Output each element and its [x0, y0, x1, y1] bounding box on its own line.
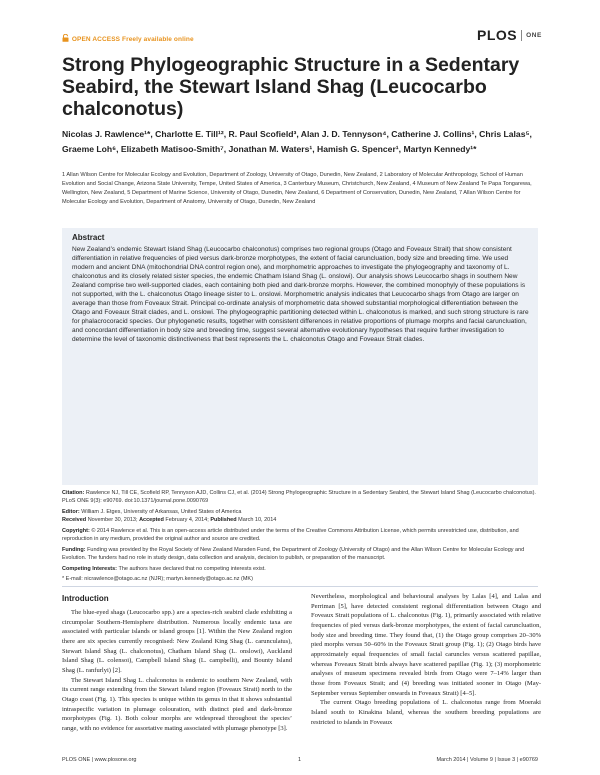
- received-label: Received: [62, 517, 87, 523]
- article-title: Strong Phylogeographic Structure in a Sedentary Seabird, the Stewart Island Shag (Leucocarbo chalconotus): [62, 54, 520, 120]
- accepted-label: Accepted: [139, 517, 164, 523]
- dates-line: [62, 516, 538, 524]
- abstract-text: New Zealand’s endemic Stewart Island Shag (Leucocarbo chalconotus) comprises two regional groups (Otago and Foveaux Strait) that show consistent differentiation in relative frequencies of pied versus dark-bronze morphotypes, the extent of facial caruncluation, body size and breeding time. We used modern and ancient DNA (mitochondrial DNA control region one), and morphometric approaches to investigate the phylogeography and taxonomy of L. chalconotus and its closely related sister species, the endemic Chatham Island Shag (L. onslowi). Our analysis shows Leucocarbo shags in southern New Zealand comprise two well-supported clades, each containing both pied and dark-bronze morphs. However, the combined monophyly of these populations is not supported, with the L. chalconotus Otago lineage sister to L. onslowi. Morphometric analysis indicates that Leucocarbo shags from Otago are larger on average than those from Foveaux Strait. Principal co-ordinate analysis of morphometric data showed substantial morphological differentiation between the Otago and Foveaux Strait clades, and L. onslowi. The phylogeographic partitioning detected within L. chalconotus is marked, and such strong structure is rare for phalacrocoracid species. Our phylogenetic results, together with consistent differences in relative proportions of plumage morphs and facial caruncluation, and concordant differentiation in body size and breeding time, suggest several alternative evolutionary hypotheses that require further investigation to determine the level of taxonomic distinctiveness that best represents the L. chalconotus Otago and Foveaux Strait clades.: [72, 246, 529, 344]
- abstract-heading: Abstract: [72, 233, 105, 242]
- body-column-left: [62, 608, 292, 734]
- accepted-date: February 4, 2014;: [165, 517, 209, 523]
- funding: [62, 546, 538, 562]
- logo-one: ONE: [526, 31, 542, 39]
- competing-text: The authors have declared that no competing interests exist.: [118, 566, 266, 572]
- published-date: March 10, 2014: [238, 517, 277, 523]
- body-column-right: [311, 592, 541, 727]
- freely-available-label: Freely available online: [122, 36, 194, 43]
- intro-paragraph-2: The Stewart Island Shag L. chalconotus is endemic to southern New Zealand, with its current range extending from the Stewart Island region (Foveaux Strait) north to the Otago coast (Fig. 1). This species is unique within its genus in that it shows substantial intraspecific variation in plumage colouration, with distinct pied and dark-bronze morphotypes (Fig. 1). Both colour morphs are widespread throughout the species’ range, with no evidence for assortative mating associated with plumage phenotype [3].: [62, 676, 292, 732]
- funding-text: Funding was provided by the Royal Society of New Zealand Marsden Fund, the Department of Zoology (University of Otago) and the Allan Wilson Centre for Molecular Ecology and Evolution. The funders had no role in study design, data collection and analysis, decision to publish, or preparation of the manuscript.: [62, 547, 525, 561]
- section-divider: [62, 586, 538, 587]
- citation: [62, 489, 538, 505]
- introduction-heading: Introduction: [62, 594, 109, 603]
- citation-text: Rawlence NJ, Till CE, Scofield RP, Tennyson AJD, Collins CJ, et al. (2014) Strong Phylogeographic Structure in a Sedentary Seabird, the Stewart Island Shag (Leucocarbo chalconotus). PLoS ONE 9(3): e90769. doi:10.1371/journal.pone.0090769: [62, 490, 536, 504]
- editor-text: William J. Etges, University of Arkansas, United States of America: [81, 509, 242, 515]
- affiliations: 1 Allan Wilson Centre for Molecular Ecology and Evolution, Department of Zoology, University of Otago, Dunedin, New Zealand, 2 Laboratory of Molecular Anthropology, School of Human Evolution and Social Change, Arizona State University, Tempe, United States of America, 3 Canterbury Museum, Christchurch, New Zealand, 4 Museum of New Zealand Te Papa Tongarewa, Wellington, New Zealand, 5 Department of Marine Science, University of Otago, Dunedin, New Zealand, 6 Department of Conservation, Dunedin, New Zealand, 7 Allan Wilson Centre for Molecular Ecology and Evolution, Department of Anatomy, University of Otago, Dunedin, New Zealand: [62, 172, 532, 205]
- logo-plos: PLOS: [476, 27, 518, 43]
- copyright: [62, 527, 538, 543]
- competing-interests: [62, 565, 538, 573]
- logo-divider: [521, 30, 522, 41]
- copyright-text: © 2014 Rawlence et al. This is an open-access article distributed under the terms of the Creative Commons Attribution License, which permits unrestricted use, distribution, and reproduction in any medium, provided the original author and source are credited.: [62, 528, 519, 542]
- competing-label: Competing Interests:: [62, 566, 118, 572]
- open-access-label: OPEN ACCESS: [71, 36, 121, 43]
- published-label: Published: [210, 517, 237, 523]
- plos-one-logo: [477, 27, 542, 43]
- author-list: Nicolas J. Rawlence¹*, Charlotte E. Till¹², R. Paul Scofield³, Alan J. D. Tennyson⁴, Catherine J. Collins¹, Chris Lalas⁵, Graeme Loh⁶, Elizabeth Matisoo-Smith⁷, Jonathan M. Waters¹, Hamish G. Spencer¹, Martyn Kennedy¹*: [62, 129, 532, 154]
- open-access-banner: [62, 34, 194, 43]
- funding-label: Funding:: [62, 547, 86, 553]
- editor: [62, 508, 538, 516]
- intro-paragraph-3: Nevertheless, morphological and behavioural analyses by Lalas [4], and Lalas and Perriman [5], have detected consistent regional differentiation between Otago and Foveaux Strait populations of L. chalconotus (Fig. 1), primarily associated with relative frequencies of pied versus dark-bronze morphotypes, the extent of facial caruncluation, body size and breeding time. They found that, (1) the Otago group comprises 20–30% pied morphs versus 50–60% in the Foveaux Strait group (Fig. 1); (2) Otago birds have approximately equal frequencies of small facial caruncles versus scattered papillae, whereas Foveaux Strait birds always have scattered papillae (Fig. 1); (3) morphometric analyses of museum specimens revealed birds from Otago were 7–14% larger than those from Foveaux Strait; and (4) breeding was initiated sooner in Otago (May-September versus September onwards in Foveaux Strait) [4–5].: [311, 593, 541, 697]
- correspondence-email: * E-mail: nicrawlence@otago.ac.nz (NJR); martyn.kennedy@otago.ac.nz (MK): [62, 576, 253, 582]
- page-number: 1: [298, 757, 302, 763]
- footer-journal: PLOS ONE | www.plosone.org: [62, 757, 137, 763]
- intro-paragraph-4: The current Otago breeding populations of L. chalconotus range from Moeraki Island south to Kinakina Island, whereas the southern breeding populations are restricted to islands in Foveaux: [311, 699, 541, 726]
- intro-paragraph-1: The blue-eyed shags (Leucocarbo spp.) are a species-rich seabird clade exhibiting a circumpolar Southern-Hemisphere distribution. Numerous locally endemic taxa are associated with particular islands or island groups [1]. Within the New Zealand region there are six species currently recognised: New Zealand King Shag (L. carunculatus), Stewart Island Shag (L. chalconotus), Chatham Island Shag (L. onslowi), Auckland Island Shag (L. colensoi), Campbell Island Shag (L. campbelli), and Bounty Island Shag (L. ranfurlyi) [2].: [62, 609, 292, 674]
- copyright-label: Copyright:: [62, 528, 90, 534]
- footer-issue: March 2014 | Volume 9 | Issue 3 | e90769: [436, 757, 538, 763]
- received-date: November 30, 2013;: [87, 517, 138, 523]
- citation-label: Citation:: [62, 490, 85, 496]
- editor-label: Editor:: [62, 509, 80, 515]
- open-lock-icon: [62, 34, 69, 42]
